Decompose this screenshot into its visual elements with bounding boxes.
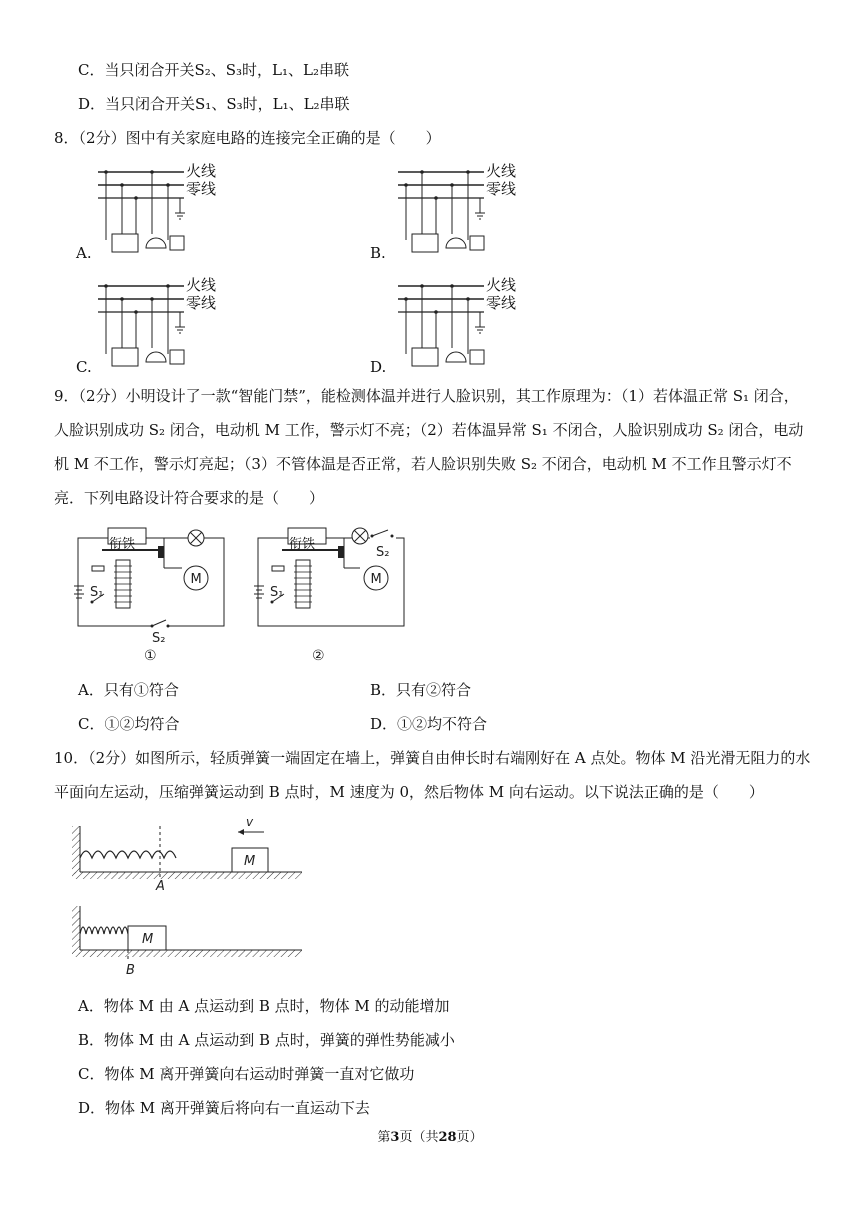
q9-circuit-2 [252,522,412,664]
q9-option-a: A．只有①符合 [78,681,179,699]
q8-label-a: A. [76,244,92,262]
q10-option-a: A．物体 M 由 A 点运动到 B 点时，物体 M 的动能增加 [78,997,450,1015]
q9-c1-s1: S₁ [90,585,104,600]
q9-stem-line1: 9．（2分）小明设计了一款“智能门禁”，能检测体温并进行人脸识别，其工作原理为：（1）若体温正常 S₁ 闭合， [54,387,799,405]
footer-total-pages: 28 [438,1130,457,1145]
q10-option-b: B．物体 M 由 A 点运动到 B 点时，弹簧的弹性势能减小 [78,1031,455,1049]
q8-b-live-label: 火线 [486,162,517,180]
q8-label-b: B. [370,244,386,262]
q9-c1-s2: S₂ [152,631,166,646]
q8-d-neutral-label: 零线 [486,294,517,312]
q10-block-m-top: M [244,854,256,869]
footer-page-number: 3 [390,1130,400,1145]
q7-option-c: C．当只闭合开关S₂、S₃时，L₁、L₂串联 [78,61,350,79]
q10-stem-line2: 平面向左运动，压缩弹簧运动到 B 点时，M 速度为 0，然后物体 M 向右运动。以下说法正确的是（ ） [54,783,764,801]
q9-option-c: C．①②均符合 [78,715,180,733]
q9-circuit-1 [72,522,232,664]
q9-c1-motor: M [190,572,202,587]
q8-c-neutral-label: 零线 [186,294,217,312]
q10-option-d: D．物体 M 离开弹簧后将向右一直运动下去 [78,1099,370,1117]
q9-fig1-label: ① [144,648,157,664]
q9-c2-motor: M [370,572,382,587]
q9-option-b: B．只有②符合 [370,681,472,699]
q9-stem-line2: 人脸识别成功 S₂ 闭合，电动机 M 工作，警示灯不亮；（2）若体温异常 S₁ 不闭合，人脸识别成功 S₂ 闭合，电动 [54,421,804,439]
q8-a-neutral-label: 零线 [186,180,217,198]
q8-label-c: C. [76,358,92,376]
q9-c2-s2: S₂ [376,545,390,560]
q9-c2-s1: S₁ [270,585,284,600]
page-footer [0,1126,860,1145]
q10-point-a: A [156,879,165,894]
q9-c2-armature: 衔铁 [289,537,316,552]
q9-option-d: D．①②均不符合 [370,715,488,733]
q9-c1-armature: 衔铁 [109,537,136,552]
q8-b-neutral-label: 零线 [486,180,517,198]
q10-stem-line1: 10．（2分）如图所示，轻质弹簧一端固定在墙上，弹簧自由伸长时右端刚好在 A 点处。物体 M 沿光滑无阻力的水 [54,749,811,767]
q8-label-d: D. [370,358,387,376]
q9-fig2-label: ② [312,648,325,664]
q8-d-live-label: 火线 [486,276,517,294]
q8-diagram-d [396,272,546,372]
q8-a-live-label: 火线 [186,162,217,180]
q10-block-m-bottom: M [142,932,154,947]
q9-stem-line3: 机 M 不工作，警示灯亮起；（3）不管体温是否正常，若人脸识别失败 S₂ 不闭合，电动机 M 不工作且警示灯不 [54,455,792,473]
footer-prefix: 第 [377,1130,391,1145]
q10-velocity: v [246,815,254,829]
footer-mid: 页（共 [399,1130,439,1145]
q10-spring-figure [70,814,304,980]
q9-stem-line4: 亮．下列电路设计符合要求的是（ ） [54,489,325,507]
q7-option-d: D．当只闭合开关S₁、S₃时，L₁、L₂串联 [78,95,350,113]
q8-c-live-label: 火线 [186,276,217,294]
q8-diagram-b [396,158,546,258]
footer-suffix: 页） [456,1130,483,1145]
q8-diagram-c [96,272,246,372]
q10-option-c: C．物体 M 离开弹簧向右运动时弹簧一直对它做功 [78,1065,415,1083]
q10-point-b: B [126,963,135,978]
q8-diagram-a [96,158,246,258]
q8-stem: 8．（2分）图中有关家庭电路的连接完全正确的是（ ） [54,129,441,147]
